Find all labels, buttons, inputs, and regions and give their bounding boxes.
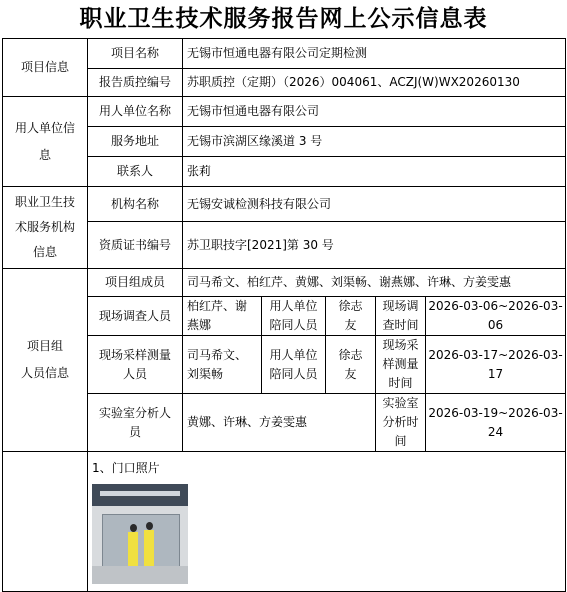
agency-name-value: 无锡安诚检测科技有限公司: [183, 187, 566, 222]
sampling-escort-value: 徐志 友: [326, 336, 376, 394]
report-code-label: 报告质控编号: [88, 69, 183, 97]
photo-section-label: [3, 452, 88, 592]
members-value: 司马希文、柏红芹、黄娜、刘渠畅、谢燕娜、许琳、方姜雯惠: [183, 269, 566, 297]
sampling-time-label: 现场采 样测量 时间: [376, 336, 426, 394]
sampling-staff-value: 司马希文、 刘渠畅: [183, 336, 262, 394]
entrance-photo: [92, 484, 188, 584]
survey-time-label: 现场调 查时间: [376, 297, 426, 336]
employer-name-value: 无锡市恒通电器有限公司: [183, 97, 566, 127]
survey-time-value: 2026-03-06~2026-03-06: [426, 297, 566, 336]
project-name-value: 无锡市恒通电器有限公司定期检测: [183, 39, 566, 69]
lab-time-value: 2026-03-19~2026-03-24: [426, 394, 566, 452]
survey-escort-value: 徐志 友: [326, 297, 376, 336]
sampling-staff-label: 现场采样测量 人员: [88, 336, 183, 394]
project-name-label: 项目名称: [88, 39, 183, 69]
agency-section-label: 职业卫生技 术服务机构 信息: [3, 187, 88, 269]
staff-section-label: 项目组 人员信息: [3, 269, 88, 452]
agency-name-label: 机构名称: [88, 187, 183, 222]
photo-caption: 1、门口照片: [92, 461, 160, 475]
survey-escort-label: 用人单位 陪同人员: [262, 297, 326, 336]
service-address-label: 服务地址: [88, 127, 183, 157]
survey-staff-label: 现场调查人员: [88, 297, 183, 336]
info-table: [2, 38, 566, 592]
survey-staff-value: 柏红芹、谢 燕娜: [183, 297, 262, 336]
lab-staff-label: 实验室分析人 员: [88, 394, 183, 452]
lab-staff-value: 黄娜、许琳、方姜雯惠: [183, 394, 376, 452]
contact-value: 张莉: [183, 157, 566, 187]
sampling-time-value: 2026-03-17~2026-03-17: [426, 336, 566, 394]
photo-cell: [88, 452, 566, 592]
members-label: 项目组成员: [88, 269, 183, 297]
report-code-value: 苏职质控（定期）（2026）004061、ACZJ(W)WX20260130: [183, 69, 566, 97]
employer-name-label: 用人单位名称: [88, 97, 183, 127]
employer-section-label: 用人单位信 息: [3, 97, 88, 187]
cert-value: 苏卫职技字[2021]第 30 号: [183, 222, 566, 269]
service-address-value: 无锡市滨湖区缘溪道 3 号: [183, 127, 566, 157]
lab-time-label: 实验室 分析时 间: [376, 394, 426, 452]
contact-label: 联系人: [88, 157, 183, 187]
page-title: 职业卫生技术服务报告网上公示信息表: [79, 5, 488, 32]
sampling-escort-label: 用人单位 陪同人员: [262, 336, 326, 394]
project-section-label: 项目信息: [3, 39, 88, 97]
cert-label: 资质证书编号: [88, 222, 183, 269]
